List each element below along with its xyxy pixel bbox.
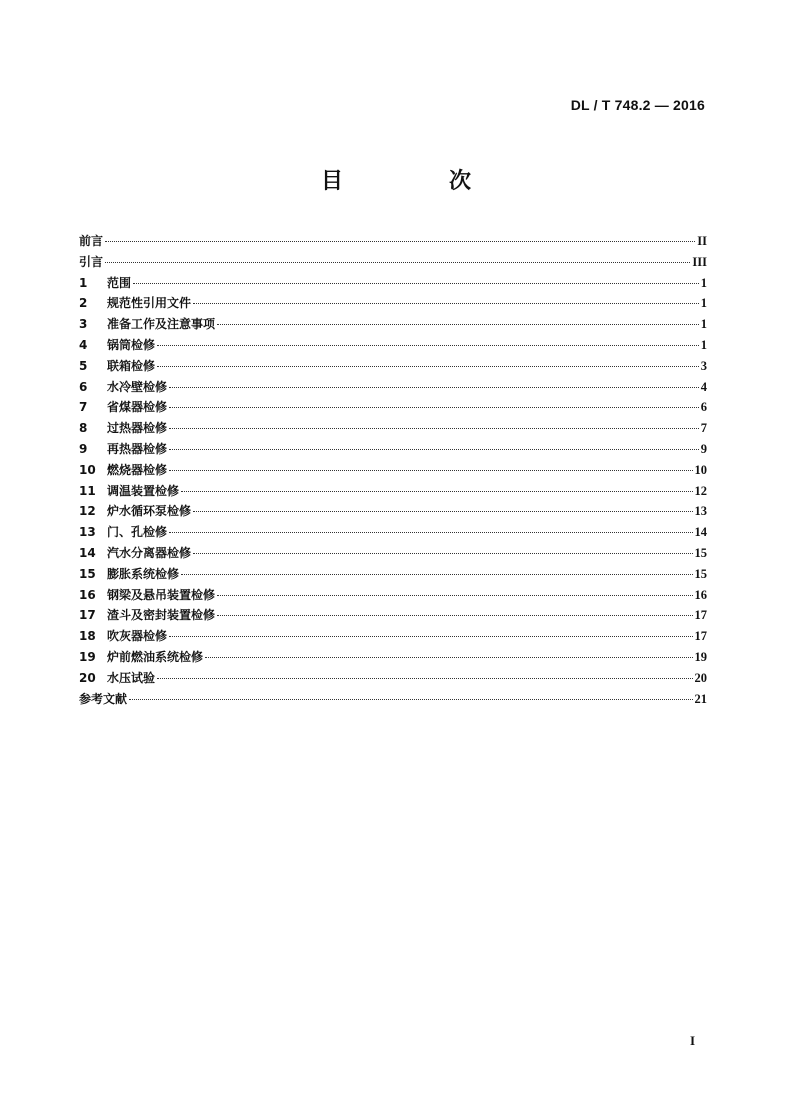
toc-entry[interactable] <box>79 439 707 460</box>
dot-leader <box>169 386 699 388</box>
dot-leader <box>169 469 692 471</box>
toc-entry-page: 20 <box>694 670 707 685</box>
dot-leader <box>181 573 692 575</box>
toc-entry[interactable] <box>79 668 707 689</box>
toc-entry-label: 锅筒检修 <box>107 337 156 352</box>
toc-entry-page: 1 <box>700 317 707 332</box>
toc-entry-page: 19 <box>694 649 707 664</box>
toc-entry-page: 16 <box>694 587 707 602</box>
dot-leader <box>169 427 699 429</box>
toc-entry[interactable] <box>79 647 707 668</box>
toc-entry-label: 准备工作及注意事项 <box>107 317 216 332</box>
toc-entry-label: 规范性引用文件 <box>107 296 192 311</box>
dot-leader <box>157 677 692 679</box>
toc-entry[interactable] <box>79 356 707 377</box>
dot-leader <box>133 282 699 284</box>
toc-entry-label: 水冷壁检修 <box>107 379 168 394</box>
toc-entry[interactable] <box>79 689 707 710</box>
dot-leader <box>205 656 692 658</box>
toc-entry-page: II <box>697 234 707 248</box>
toc-entry-number: 7 <box>79 400 88 415</box>
toc-entry-number: 1 <box>79 275 88 290</box>
toc-entry-page: 17 <box>694 608 707 623</box>
dot-leader <box>105 240 695 242</box>
toc-entry-label: 膨胀系统检修 <box>107 566 180 581</box>
toc-entry-label: 炉水循环泵检修 <box>107 504 192 519</box>
toc-entry-number: 17 <box>79 608 96 623</box>
toc-entry[interactable] <box>79 377 707 398</box>
toc-entry-label: 省煤器检修 <box>107 400 168 415</box>
toc-entry-number: 2 <box>79 296 88 311</box>
toc-entry-number: 10 <box>79 462 96 477</box>
dot-leader <box>193 302 699 304</box>
toc-entry[interactable] <box>79 585 707 606</box>
toc-entry[interactable] <box>79 605 707 626</box>
toc-entry-number: 11 <box>79 483 96 498</box>
toc-entry-number: 3 <box>79 317 88 332</box>
toc-entry-number: 14 <box>79 545 96 560</box>
page-title: 目 次 <box>320 169 513 194</box>
table-of-contents <box>79 231 707 709</box>
toc-entry-number: 15 <box>79 566 96 581</box>
dot-leader <box>157 365 699 367</box>
dot-leader <box>169 406 699 408</box>
dot-leader <box>157 344 699 346</box>
dot-leader <box>129 698 692 700</box>
toc-entry-number: 13 <box>79 525 96 540</box>
toc-entry[interactable] <box>79 273 707 294</box>
dot-leader <box>217 594 692 596</box>
toc-entry[interactable] <box>79 626 707 647</box>
toc-entry[interactable] <box>79 543 707 564</box>
toc-entry-label: 参考文献 <box>79 691 128 706</box>
toc-entry-label: 范围 <box>107 275 132 290</box>
toc-entry[interactable] <box>79 314 707 335</box>
toc-entry-number: 16 <box>79 587 96 602</box>
toc-entry-number: 20 <box>79 670 96 685</box>
toc-entry[interactable] <box>79 460 707 481</box>
toc-entry-number: 5 <box>79 358 88 373</box>
dot-leader <box>217 323 699 325</box>
toc-entry[interactable] <box>79 501 707 522</box>
toc-entry-page: 6 <box>700 400 707 415</box>
toc-entry-label: 再热器检修 <box>107 441 168 456</box>
toc-entry-page: 3 <box>700 358 707 373</box>
dot-leader <box>217 614 692 616</box>
toc-entry-page: 17 <box>694 629 707 644</box>
dot-leader <box>169 531 692 533</box>
toc-entry-page: 10 <box>694 462 707 477</box>
toc-entry-label: 过热器检修 <box>107 421 168 436</box>
page-number: I <box>689 1033 695 1048</box>
dot-leader <box>193 510 692 512</box>
toc-entry-number: 8 <box>79 421 88 436</box>
toc-entry-number: 12 <box>79 504 96 519</box>
toc-entry-label: 汽水分离器检修 <box>107 545 192 560</box>
toc-entry-page: III <box>692 254 707 269</box>
toc-entry-page: 15 <box>694 545 707 560</box>
toc-entry-number: 4 <box>79 337 88 352</box>
toc-entry-page: 9 <box>700 441 707 456</box>
toc-entry-label: 门、孔检修 <box>107 525 168 540</box>
toc-entry-page: 1 <box>700 296 707 311</box>
toc-entry-number: 9 <box>79 441 88 456</box>
toc-entry-label: 炉前燃油系统检修 <box>107 649 204 664</box>
toc-entry-label: 引言 <box>79 254 104 269</box>
toc-entry-page: 1 <box>700 337 707 352</box>
dot-leader <box>169 448 699 450</box>
dot-leader <box>193 552 692 554</box>
toc-entry-number: 18 <box>79 629 96 644</box>
toc-entry-label: 联箱检修 <box>107 358 156 373</box>
toc-entry-label: 吹灰器检修 <box>107 629 168 644</box>
toc-entry-label: 调温装置检修 <box>107 483 180 498</box>
toc-entry-page: 15 <box>694 566 707 581</box>
toc-entry-page: 7 <box>700 421 707 436</box>
toc-entry[interactable] <box>79 293 707 314</box>
toc-entry-label: 渣斗及密封装置检修 <box>107 608 216 623</box>
toc-entry-label: 前言 <box>79 234 104 248</box>
toc-entry-label: 水压试验 <box>107 670 156 685</box>
toc-entry[interactable] <box>79 522 707 543</box>
toc-entry[interactable] <box>79 335 707 356</box>
dot-leader <box>169 635 692 637</box>
toc-entry-page: 1 <box>700 275 707 290</box>
toc-entry-page: 4 <box>700 379 707 394</box>
dot-leader <box>105 261 690 263</box>
toc-entry[interactable] <box>79 231 707 252</box>
toc-entry-page: 14 <box>694 525 707 540</box>
toc-entry-page: 21 <box>694 691 707 706</box>
dot-leader <box>181 490 692 492</box>
toc-entry[interactable] <box>79 418 707 439</box>
toc-entry[interactable] <box>79 252 707 273</box>
toc-entry-number: 19 <box>79 649 96 664</box>
toc-entry-number: 6 <box>79 379 88 394</box>
standard-code: DL / T 748.2 — 2016 <box>570 97 705 113</box>
toc-entry[interactable] <box>79 564 707 585</box>
toc-entry-page: 13 <box>694 504 707 519</box>
toc-entry-label: 钢梁及悬吊装置检修 <box>107 587 216 602</box>
toc-entry[interactable] <box>79 397 707 418</box>
toc-entry[interactable] <box>79 481 707 502</box>
toc-entry-label: 燃烧器检修 <box>107 462 168 477</box>
toc-entry-page: 12 <box>694 483 707 498</box>
